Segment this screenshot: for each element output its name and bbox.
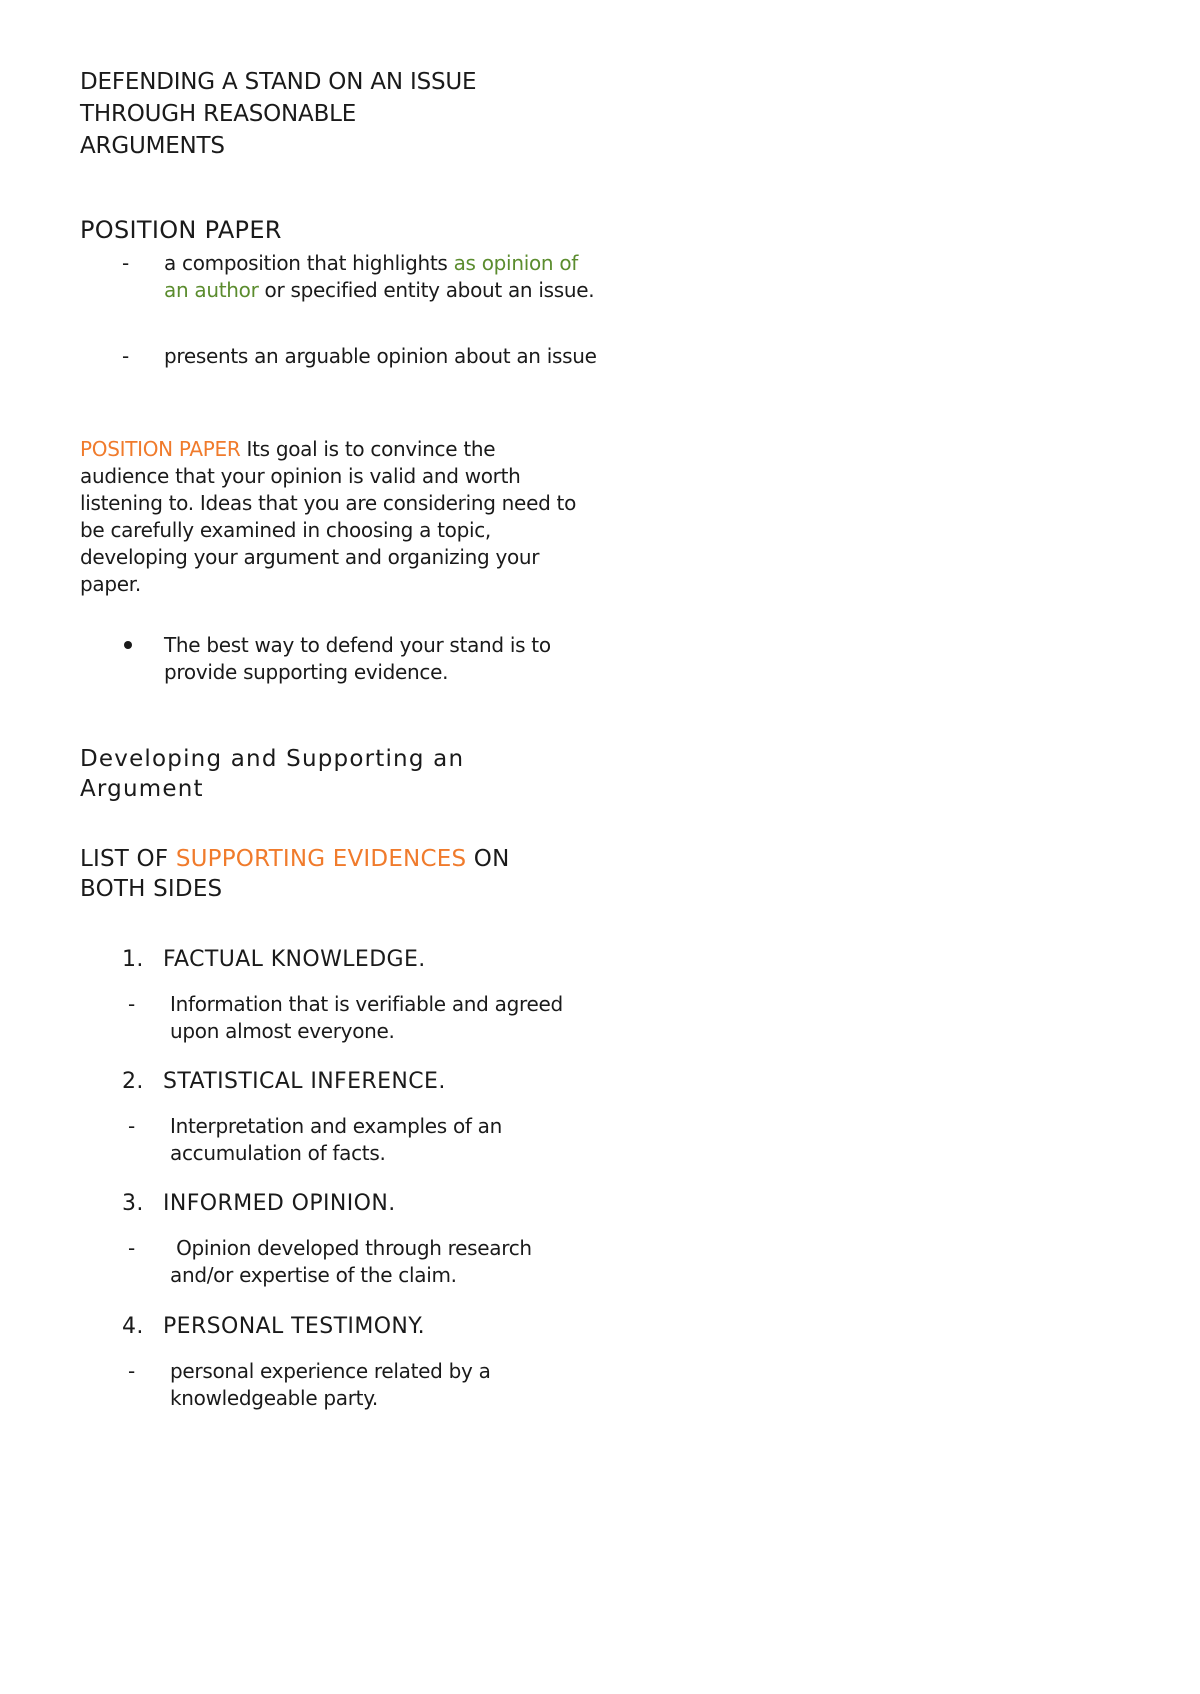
definition-highlight: as opinion of an author	[164, 251, 578, 302]
evidence-description-text: Opinion developed through research and/or expertise of the claim.	[170, 1236, 538, 1287]
goal-text: Its goal is to convince the audience that your opinion is valid and worth listening to. Ideas that you are considering need to be carefully examined in choosing a topic, developing your argument and organizing your paper.	[80, 437, 577, 596]
definition-list-2	[80, 343, 600, 370]
bullet-list	[80, 632, 600, 686]
evidence-number: 4.	[122, 1314, 144, 1339]
title-line-3: ARGUMENTS	[80, 133, 225, 159]
dash-marker: -	[122, 344, 129, 368]
evidence-number: 3.	[122, 1191, 144, 1216]
dash-marker: -	[128, 992, 135, 1016]
title-line-1: DEFENDING A STAND ON AN ISSUE	[80, 69, 477, 95]
document-title	[80, 66, 600, 162]
evidence-label: FACTUAL KNOWLEDGE.	[163, 947, 426, 972]
position-paper-heading: POSITION PAPER	[80, 216, 282, 244]
list-heading-after: ON BOTH SIDES	[80, 846, 510, 902]
dash-marker: -	[128, 1114, 135, 1138]
evidence-list-heading	[80, 844, 560, 904]
evidence-label: PERSONAL TESTIMONY.	[163, 1314, 426, 1339]
bullet-text: The best way to defend your stand is to provide supporting evidence.	[164, 633, 551, 684]
definition-text-before: a composition that highlights	[164, 251, 454, 275]
document-page	[80, 66, 600, 1410]
bullet-dot-icon	[124, 641, 132, 649]
title-line-2: THROUGH REASONABLE	[80, 101, 357, 127]
definition-text-after: or specified entity about an issue.	[258, 278, 595, 302]
list-heading-before: LIST OF	[80, 846, 176, 872]
dash-marker: -	[122, 251, 129, 275]
evidence-description-text: personal experience related by a knowledgeable party.	[170, 1359, 491, 1410]
evidence-description-text: Interpretation and examples of an accumulation of facts.	[170, 1114, 503, 1165]
goal-paragraph	[80, 436, 580, 598]
evidence-number: 2.	[122, 1069, 144, 1094]
definition-item	[80, 343, 600, 370]
dash-marker: -	[128, 1359, 135, 1383]
evidence-description-text: Information that is verifiable and agreed upon almost everyone.	[170, 992, 563, 1043]
evidence-label: STATISTICAL INFERENCE.	[163, 1069, 446, 1094]
evidence-number: 1.	[122, 947, 144, 972]
evidence-label: INFORMED OPINION.	[163, 1191, 396, 1216]
dash-marker: -	[128, 1236, 135, 1260]
bullet-item	[80, 632, 600, 686]
developing-heading: Developing and Supporting an Argument	[80, 746, 465, 802]
list-heading-highlight: SUPPORTING EVIDENCES	[175, 846, 467, 872]
definition-item	[80, 250, 600, 304]
goal-highlight: POSITION PAPER	[80, 437, 241, 461]
definition-list	[80, 250, 600, 304]
definition-text: presents an arguable opinion about an issue	[164, 344, 597, 368]
